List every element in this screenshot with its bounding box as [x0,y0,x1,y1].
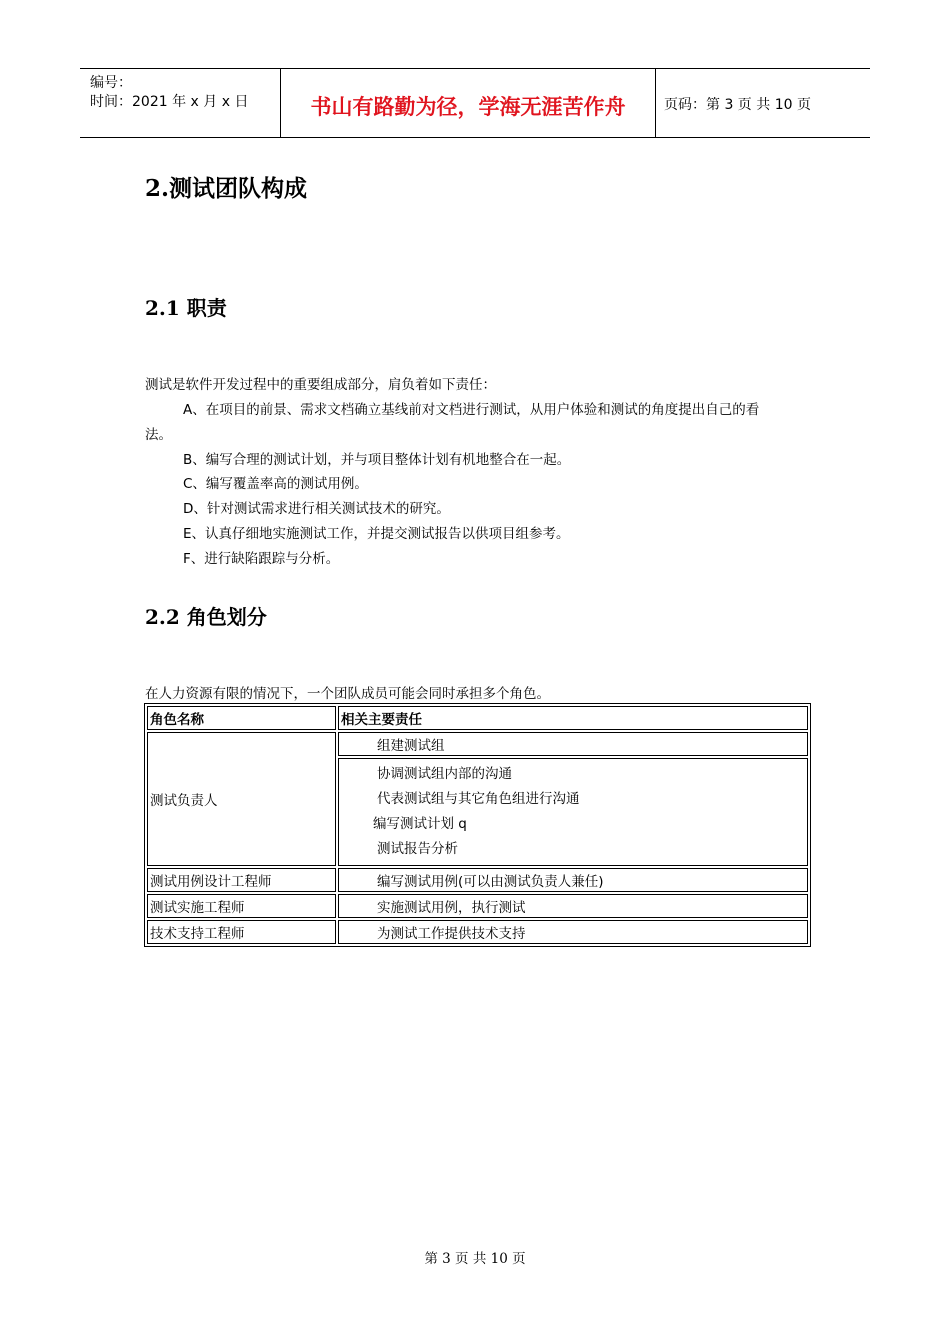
responsibility-item-d: D、针对测试需求进行相关测试技术的研究。 [183,501,450,517]
section-heading-responsibilities: 2.1 职责 [145,296,227,320]
header-motto-cell [280,69,656,137]
responsibility-cell: 编写测试用例(可以由测试负责人兼任) [338,868,808,892]
responsibility-item-e: E、认真仔细地实施测试工作，并提交测试报告以供项目组参考。 [183,526,570,542]
responsibility-item-f: F、进行缺陷跟踪与分析。 [183,551,340,567]
header-motto: 书山有路勤为径，学海无涯苦作舟 [310,94,626,119]
role-cell: 测试用例设计工程师 [147,868,336,892]
responsibility-line: 测试报告分析 [377,841,458,857]
page-title: 2.测试团队构成 [145,175,308,202]
role-cell: 测试负责人 [147,732,336,866]
roles-intro: 在人力资源有限的情况下，一个团队成员可能会同时承担多个角色。 [145,686,550,702]
table-row [147,868,808,892]
responsibility-cell: 实施测试用例，执行测试 [338,894,808,918]
header-info [80,69,280,137]
table-header-responsibility: 相关主要责任 [338,706,808,730]
page-header [80,68,870,138]
responsibilities-intro: 测试是软件开发过程中的重要组成部分，肩负着如下责任： [145,377,496,393]
responsibility-item-a: A、在项目的前景、需求文档确立基线前对文档进行测试，从用户体验和测试的角度提出自己的看 [183,402,760,418]
table-header-role: 角色名称 [147,706,336,730]
responsibility-cell: 组建测试组 [338,732,808,756]
page-footer: 第 3 页 共 10 页 [424,1251,526,1267]
roles-table [144,703,811,947]
table-row [147,894,808,918]
role-cell: 测试实施工程师 [147,894,336,918]
responsibility-item-b: B、编写合理的测试计划，并与项目整体计划有机地整合在一起。 [183,452,571,468]
responsibility-line: 代表测试组与其它角色组进行沟通 [377,791,580,807]
responsibility-item-a-continued: 法。 [145,427,172,443]
responsibility-line: 协调测试组内部的沟通 [377,766,512,782]
responsibility-cell [338,758,808,866]
table-header-row [147,706,808,730]
header-page-number: 页码：第 3 页 共 10 页 [664,97,811,113]
header-number: 编号： [90,75,132,91]
section-heading-roles: 2.2 角色划分 [145,605,267,629]
responsibility-cell: 为测试工作提供技术支持 [338,920,808,944]
role-cell: 技术支持工程师 [147,920,336,944]
responsibility-line: 编写测试计划 q [373,816,467,832]
table-row [147,920,808,944]
table-row [147,732,808,756]
header-time: 时间：2021 年 x 月 x 日 [90,94,249,110]
responsibility-item-c: C、编写覆盖率高的测试用例。 [183,476,368,492]
